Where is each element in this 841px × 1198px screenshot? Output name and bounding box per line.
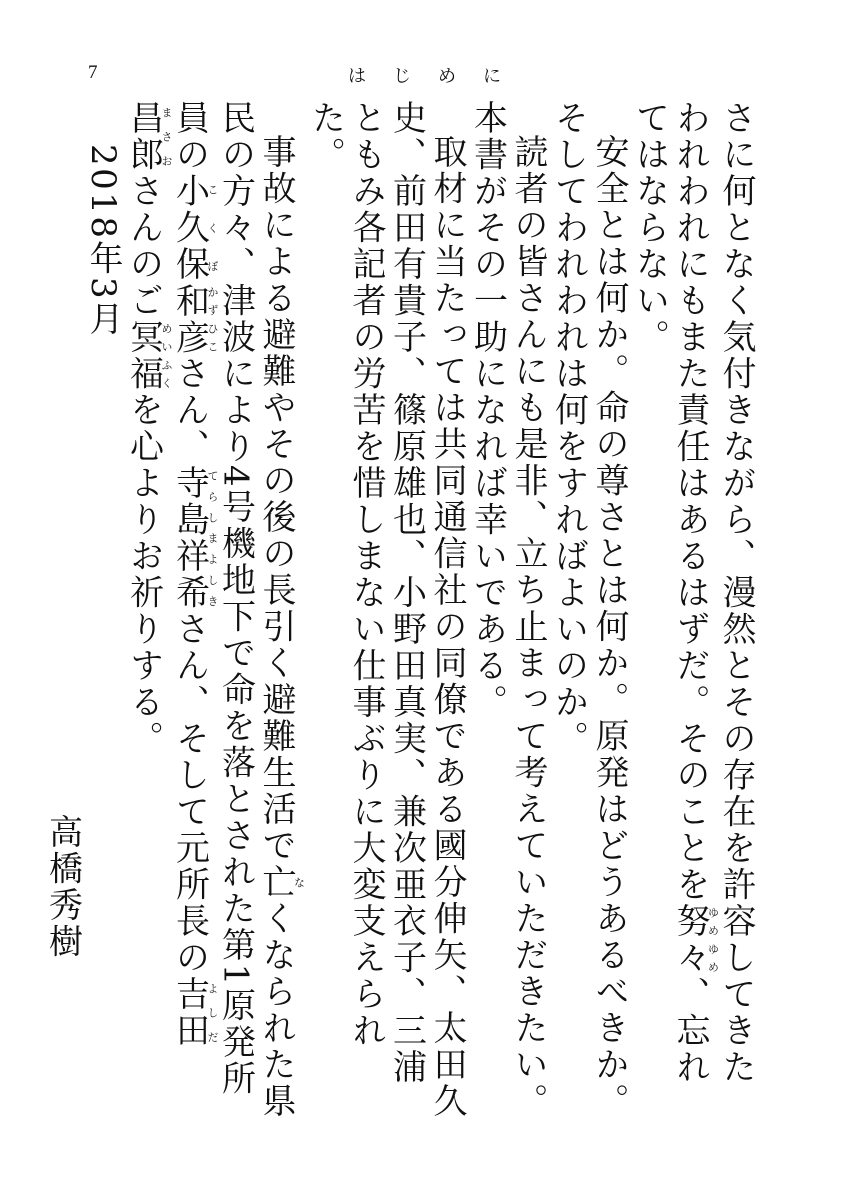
- ruby-base: 吉田: [169, 976, 210, 1049]
- ruby-reading: てらしまよしき: [206, 465, 219, 611]
- text-run: くなられた県民の方々、津波により4号機地下で命を落とされた第1原発所員の: [169, 100, 296, 1120]
- text-run: 事故による避難やその後の長引く避難生活で: [256, 134, 296, 864]
- paragraph-acknowledgements: 取材に当たっては共同通信社の同僚である國分伸矢、太田久史、前田有貴子、篠原雄也、小野田真実、兼次亜衣子、三浦ともみ各記者の労苦を惜しまない仕事ぶりに大変支えられた。: [305, 100, 467, 1120]
- ruby-reading: こくぼ: [206, 173, 219, 283]
- text-run: さん、そして元所長の: [169, 611, 210, 976]
- ruby-reading: よしだ: [206, 976, 219, 1049]
- ruby-reading: かずひこ: [206, 282, 219, 356]
- ruby-reading: まさお: [160, 100, 173, 173]
- ruby-reading: ゆめゆめ: [706, 903, 720, 976]
- page-number: 7: [88, 62, 98, 83]
- ruby-base: 昌郎: [123, 100, 164, 173]
- ruby-kokubo: [169, 173, 219, 283]
- ruby-masao: [123, 100, 173, 173]
- vertical-body-text: [42, 100, 756, 1120]
- date-line: 2018年3月: [83, 144, 123, 338]
- text-run: さんのご: [123, 173, 164, 319]
- paragraph-condolences: [123, 100, 305, 1120]
- ruby-reading: めいふく: [160, 319, 173, 392]
- text-run: を心よりお祈りする。: [123, 392, 164, 757]
- ruby-na: [256, 864, 306, 901]
- paragraph-continued: [629, 100, 756, 1120]
- ruby-meifuku: [123, 319, 173, 392]
- text-run: さに何となく気付きながら、漫然とその存在を許容してきたわれわれにもまた責任はあるはずだ。そのことを: [670, 100, 756, 1086]
- text-run: さん、: [169, 355, 210, 465]
- text-run: 、忘れてはならない。: [629, 100, 710, 1086]
- ruby-yoshida: [169, 976, 219, 1049]
- ruby-terashima-yoshiki: [169, 465, 219, 611]
- paragraph-safety: 安全とは何か。命の尊さとは何か。原発はどうあるべきか。そしてわれわれは何をすればよいのか。: [548, 100, 629, 1120]
- ruby-base: 冥福: [123, 319, 164, 392]
- paragraph-readers: 読者の皆さんにも是非、立ち止まって考えていただきたい。本書がその一助になれば幸いである。: [467, 100, 548, 1120]
- author-signature: 高橋秀樹: [42, 814, 83, 960]
- ruby-base: 努々: [670, 903, 710, 976]
- ruby-yumeyume: [670, 903, 720, 976]
- ruby-base: 亡: [256, 864, 296, 901]
- ruby-base: 和彦: [169, 282, 210, 356]
- ruby-kazuhiko: [169, 282, 219, 356]
- ruby-reading: な: [292, 864, 306, 901]
- running-header-title: はじめに: [348, 66, 528, 87]
- ruby-base: 小久保: [169, 173, 210, 283]
- ruby-base: 寺島祥希: [169, 465, 210, 611]
